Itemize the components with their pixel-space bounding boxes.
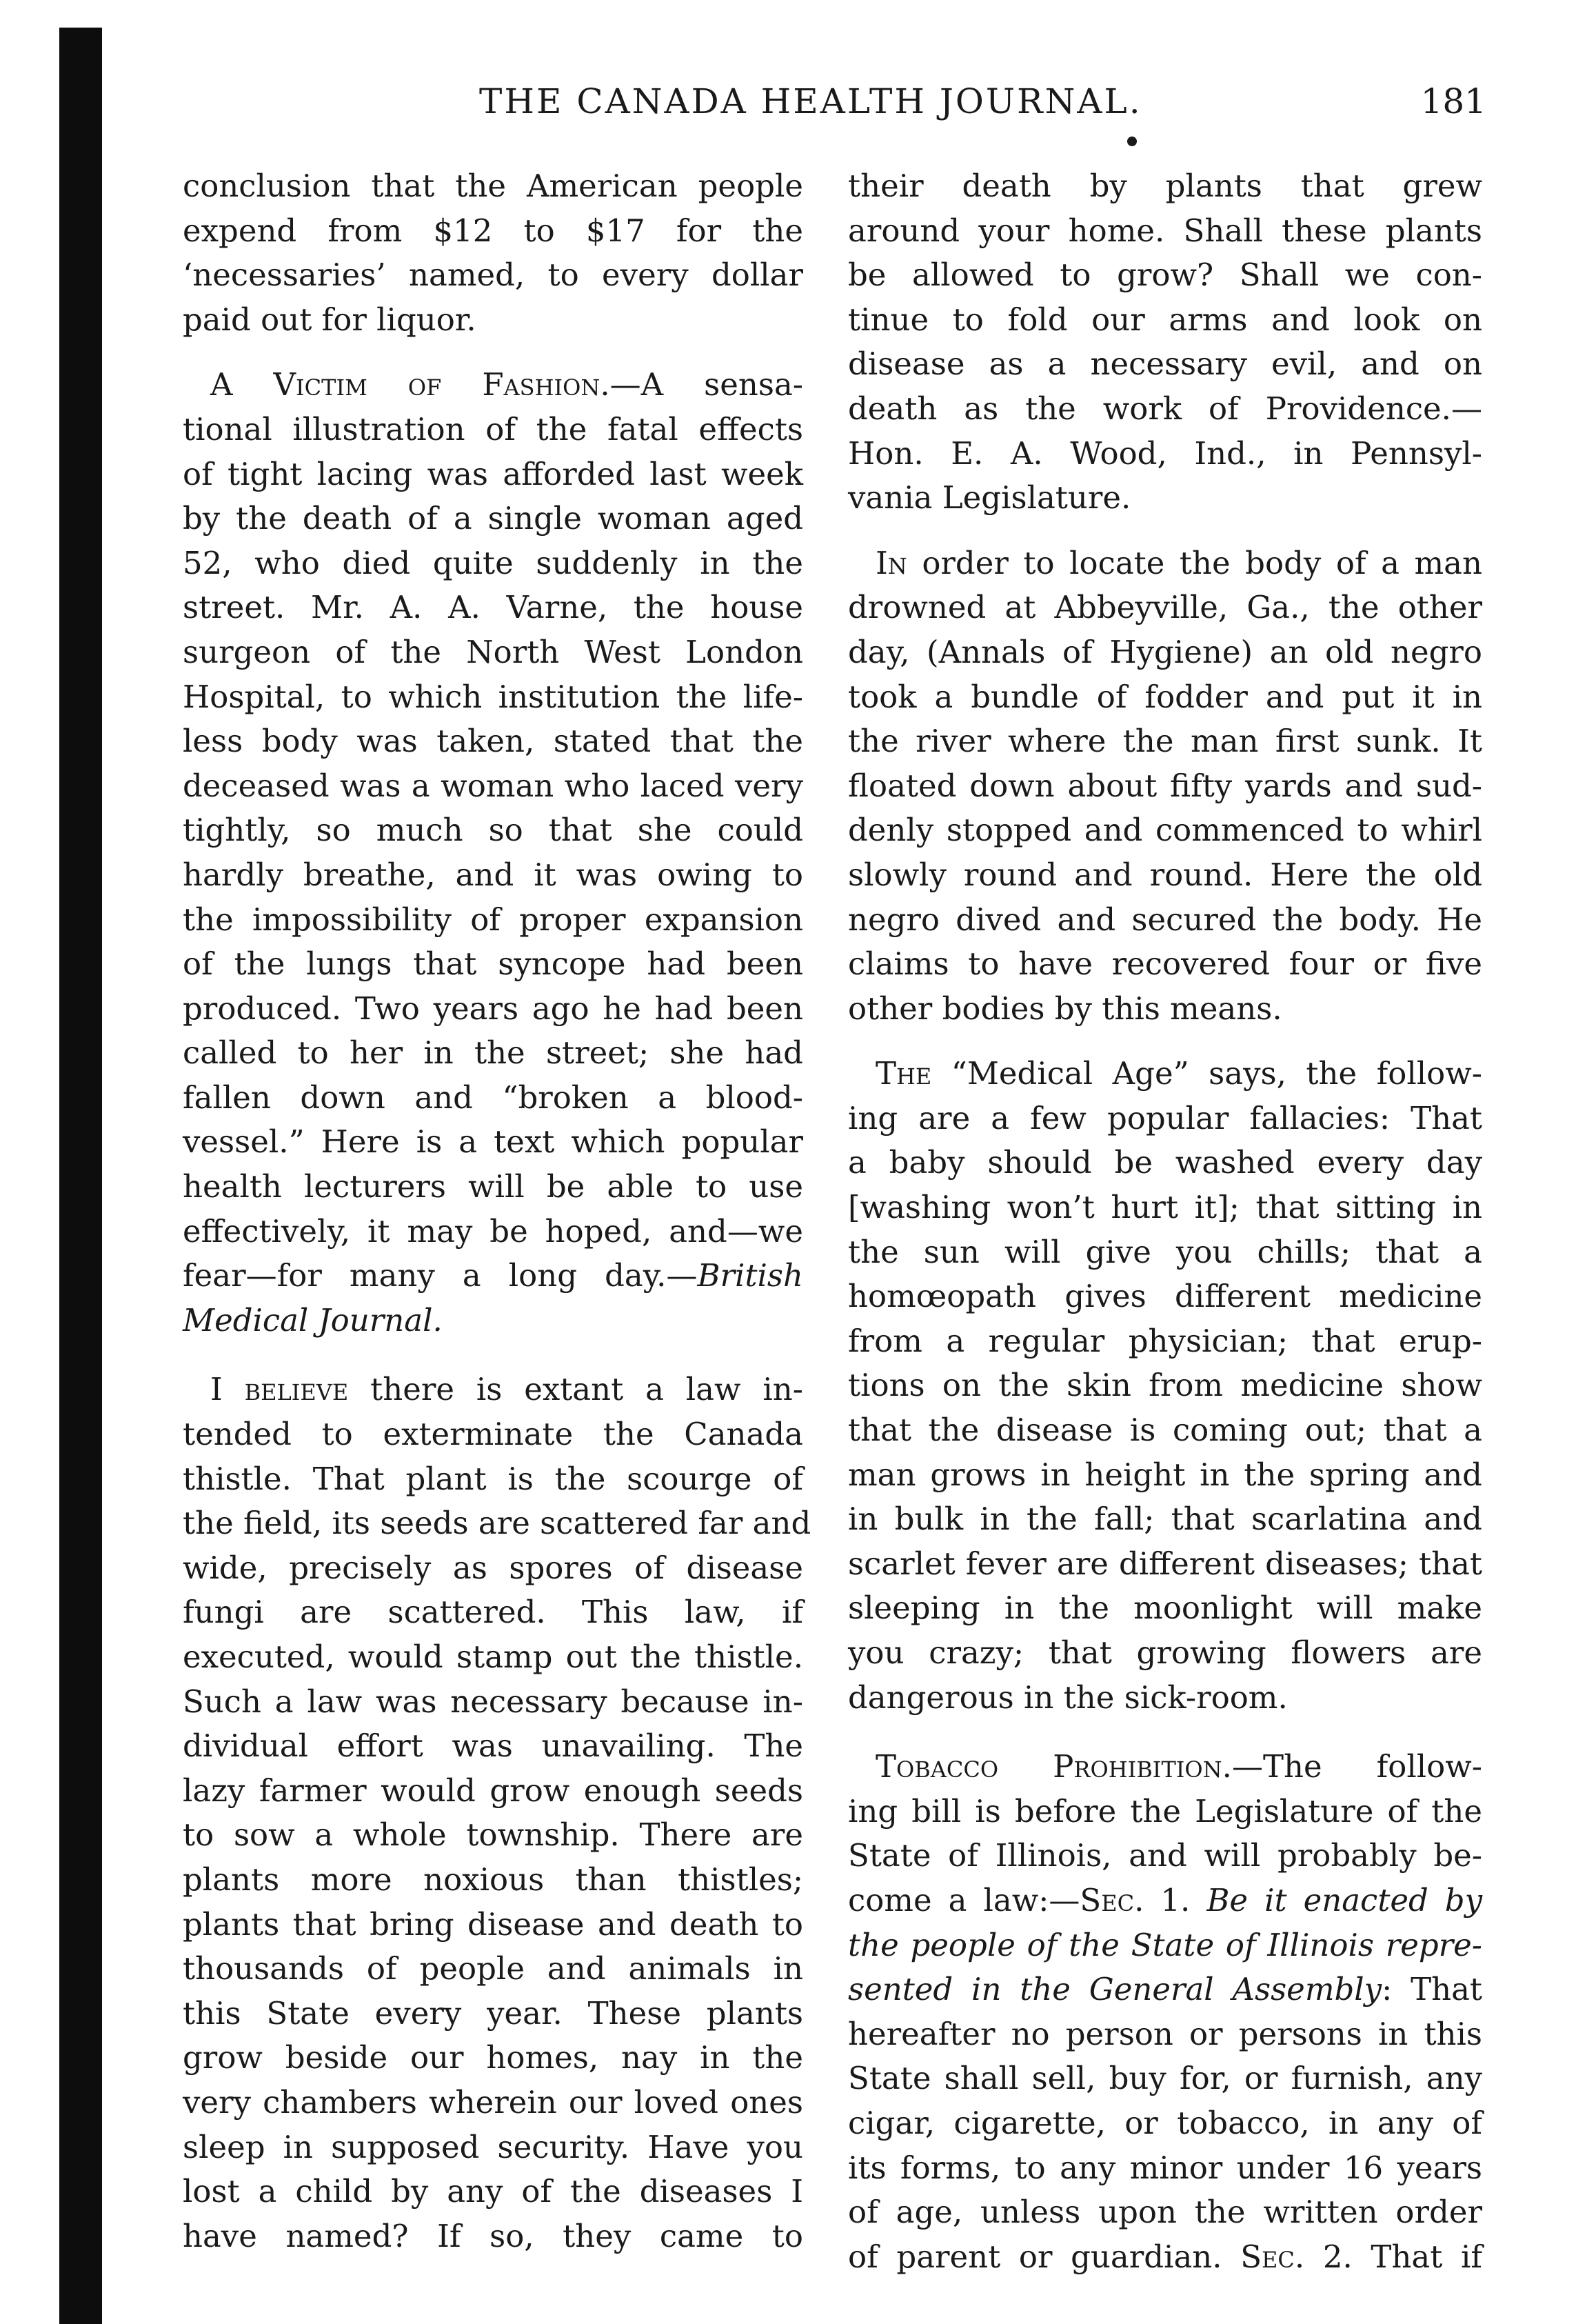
running-title: THE CANADA HEALTH JOURNAL. [479,81,1142,121]
text-line: took a bundle of fodder and put it in [848,678,1482,715]
text-line: its forms, to any minor under 16 years [848,2149,1482,2186]
text-line: [washing won’t hurt it]; that sitting in [848,1189,1482,1226]
text-line: other bodies by this means. [848,990,1282,1027]
text-line: cigar, cigarette, or tobacco, in any of [848,2104,1482,2141]
source-citation: Medical Journal. [183,1301,443,1339]
text-line: plants more noxious than thistles; [183,1861,803,1898]
binding-edge [59,28,102,2324]
lead-words: The [876,1055,932,1092]
text-line: sleep in supposed security. Have you [183,2128,803,2165]
text-line: Hon. E. A. Wood, Ind., in Pennsyl- [848,434,1482,472]
right-column [848,164,1482,2279]
text-line: street. Mr. A. A. Varne, the house [183,589,803,626]
text-line: disease as a necessary evil, and on [848,345,1482,383]
text-line: very chambers wherein our loved ones [183,2083,803,2121]
text-line: to sow a whole township. There are [183,1816,803,1854]
text-fragment: of parent or guardian. [848,2238,1241,2275]
text-fragment: “Medical Age” says, the follow- [931,1055,1482,1092]
left-column [183,164,811,2258]
text-line: tions on the skin from medicine show [848,1367,1482,1404]
text-line: of age, unless upon the written order [848,2194,1482,2231]
text-line [848,2235,1482,2280]
text-line: scarlet fever are different diseases; that [848,1545,1482,1582]
text-fragment: fear—for many a long day.— [183,1257,698,1294]
text-line: conclusion that the American people [183,168,803,204]
text-fragment: . 1. [1134,1881,1207,1919]
text-fragment: come a law:— [848,1881,1080,1919]
text-line: man grows in height in the spring and [848,1456,1482,1493]
text-line: the river where the man first sunk. It [848,723,1482,760]
text-line: lazy farmer would grow enough seeds [183,1772,803,1809]
text-line: deceased was a woman who laced very [183,767,803,804]
text-line [183,1254,803,1299]
text-line: claims to have recovered four or five [848,945,1482,983]
text-line: vania Legislature. [848,479,1131,517]
text-line: expend from $12 to $17 for the [183,212,803,249]
paragraph-liquor [183,164,803,342]
text-line [848,1745,1482,1790]
text-line [183,363,803,408]
paragraph-popular-fallacies [848,1052,1482,1720]
text-line: that the disease is coming out; that a [848,1412,1482,1449]
text-line: sleeping in the moonlight will make [848,1590,1482,1627]
text-line: State shall sell, buy for, or furnish, any [848,2060,1482,2097]
text-line: fallen down and “broken a blood- [183,1079,803,1116]
text-line: dividual effort was unavailing. The [183,1727,803,1765]
text-line: their death by plants that grew [848,168,1482,204]
text-line [848,541,1482,586]
text-line [183,1368,803,1412]
text-line: grow beside our homes, nay in the [183,2039,803,2076]
text-line: produced. Two years ago he had been [183,990,803,1027]
text-line: 52, who died quite suddenly in the [183,544,803,581]
text-line [183,1299,803,1343]
text-line: called to her in the street; she had [183,1034,803,1072]
text-line: thousands of people and animals in [183,1950,803,1987]
text-line [848,1967,1482,2012]
paragraph-drowned-man [848,541,1482,1032]
text-fragment: order to locate the body of a man [907,544,1482,581]
text-fragment: : That [1382,1971,1482,2008]
text-line: homœopath gives different medicine [848,1278,1482,1315]
text-line: State of Illinois, and will probably be- [848,1837,1482,1874]
text-line: fungi are scattered. This law, if [183,1594,803,1631]
enacting-clause: Be it enacted by [1206,1881,1483,1919]
text-line: in bulk in the fall; that scarlatina and [848,1501,1482,1538]
lead-words: In [876,544,907,581]
text-line: slowly round and round. Here the old [848,856,1482,893]
text-line: denly stopped and commenced to whirl [848,812,1482,849]
text-line: tinue to fold our arms and look on [848,301,1482,338]
section-heading: A Victim of Fashion. [210,366,610,403]
text-line: around your home. Shall these plants [848,212,1482,249]
text-line: you crazy; that growing flowers are [848,1634,1482,1671]
text-line: surgeon of the North West London [183,633,803,670]
text-line: plants that bring disease and death to [183,1905,803,1943]
section-marker: Sec [1240,2238,1295,2275]
text-line: Hospital, to which institution the life- [183,678,803,715]
text-fragment: . 2. That if [1294,2238,1482,2275]
text-line: paid out for liquor. [183,301,476,338]
text-line: day, (Annals of Hygiene) an old negro [848,633,1482,670]
text-line: vessel.” Here is a text which popular [183,1123,803,1161]
text-line: tended to exterminate the Canada [183,1416,803,1453]
paragraph-canada-thistle [183,1368,811,2258]
text-line: ‘necessaries’ named, to every dollar [183,257,803,294]
paragraph-plants-continued [848,164,1482,521]
page-number: 181 [1420,81,1486,121]
text-line: of tight lacing was afforded last week [183,455,803,492]
ink-dot [1127,137,1137,146]
paragraph-victim-of-fashion [183,363,803,1343]
section-heading: Tobacco Prohibition. [876,1748,1232,1785]
text-fragment: there is extant a law in- [348,1371,803,1408]
text-line [848,1879,1482,1923]
paragraph-tobacco-prohibition [848,1745,1482,2279]
text-line: effectively, it may be hoped, and—we [183,1212,803,1250]
page-header [207,81,1517,137]
text-line: be allowed to grow? Shall we con- [848,257,1482,294]
enacting-clause: sented in the General Assembly [848,1971,1382,2008]
text-line: of the lungs that syncope had been [183,945,803,983]
text-line: executed, would stamp out the thistle. [183,1639,803,1675]
text-line: ing bill is before the Legislature of the [848,1792,1482,1830]
text-line: wide, precisely as spores of disease [183,1549,803,1586]
text-line: thistle. That plant is the scourge of [183,1460,803,1497]
lead-words: I believe [210,1371,349,1408]
text-line: floated down about fifty yards and sud- [848,767,1482,804]
text-line: dangerous in the sick-room. [848,1679,1288,1716]
source-citation: British [697,1257,803,1294]
enacting-clause: the people of the State of Illinois repre- [848,1926,1482,1963]
section-marker: Sec [1080,1881,1135,1919]
text-line: a baby should be washed every day [848,1144,1482,1181]
text-line: lost a child by any of the diseases I [183,2173,803,2210]
text-line: less body was taken, stated that the [183,723,803,760]
text-line: by the death of a single woman aged [183,500,803,537]
text-line: health lecturers will be able to use [183,1168,803,1205]
text-line: this State every year. These plants [183,1994,803,2032]
text-line: have named? If so, they came to [183,2217,803,2254]
text-fragment: —The follow- [1231,1748,1482,1785]
text-line: tightly, so much so that she could [183,812,803,849]
text-line: the field, its seeds are scattered far and [183,1505,811,1542]
text-fragment: —A sensa- [609,366,804,403]
text-line: from a regular physician; that erup- [848,1322,1482,1359]
text-line: drowned at Abbeyville, Ga., the other [848,589,1482,626]
text-line: tional illustration of the fatal effects [183,410,803,448]
text-line: ing are a few popular fallacies: That [848,1099,1482,1136]
text-line [848,1923,1482,1968]
text-line: death as the work of Providence.— [848,390,1482,427]
text-line: hereafter no person or persons in this [848,2015,1482,2052]
text-line: the impossibility of proper expansion [183,901,803,938]
text-line [848,1052,1482,1096]
text-line: the sun will give you chills; that a [848,1233,1482,1270]
text-line: negro dived and secured the body. He [848,901,1482,938]
text-line: hardly breathe, and it was owing to [183,856,803,893]
text-line: Such a law was necessary because in- [183,1683,803,1720]
